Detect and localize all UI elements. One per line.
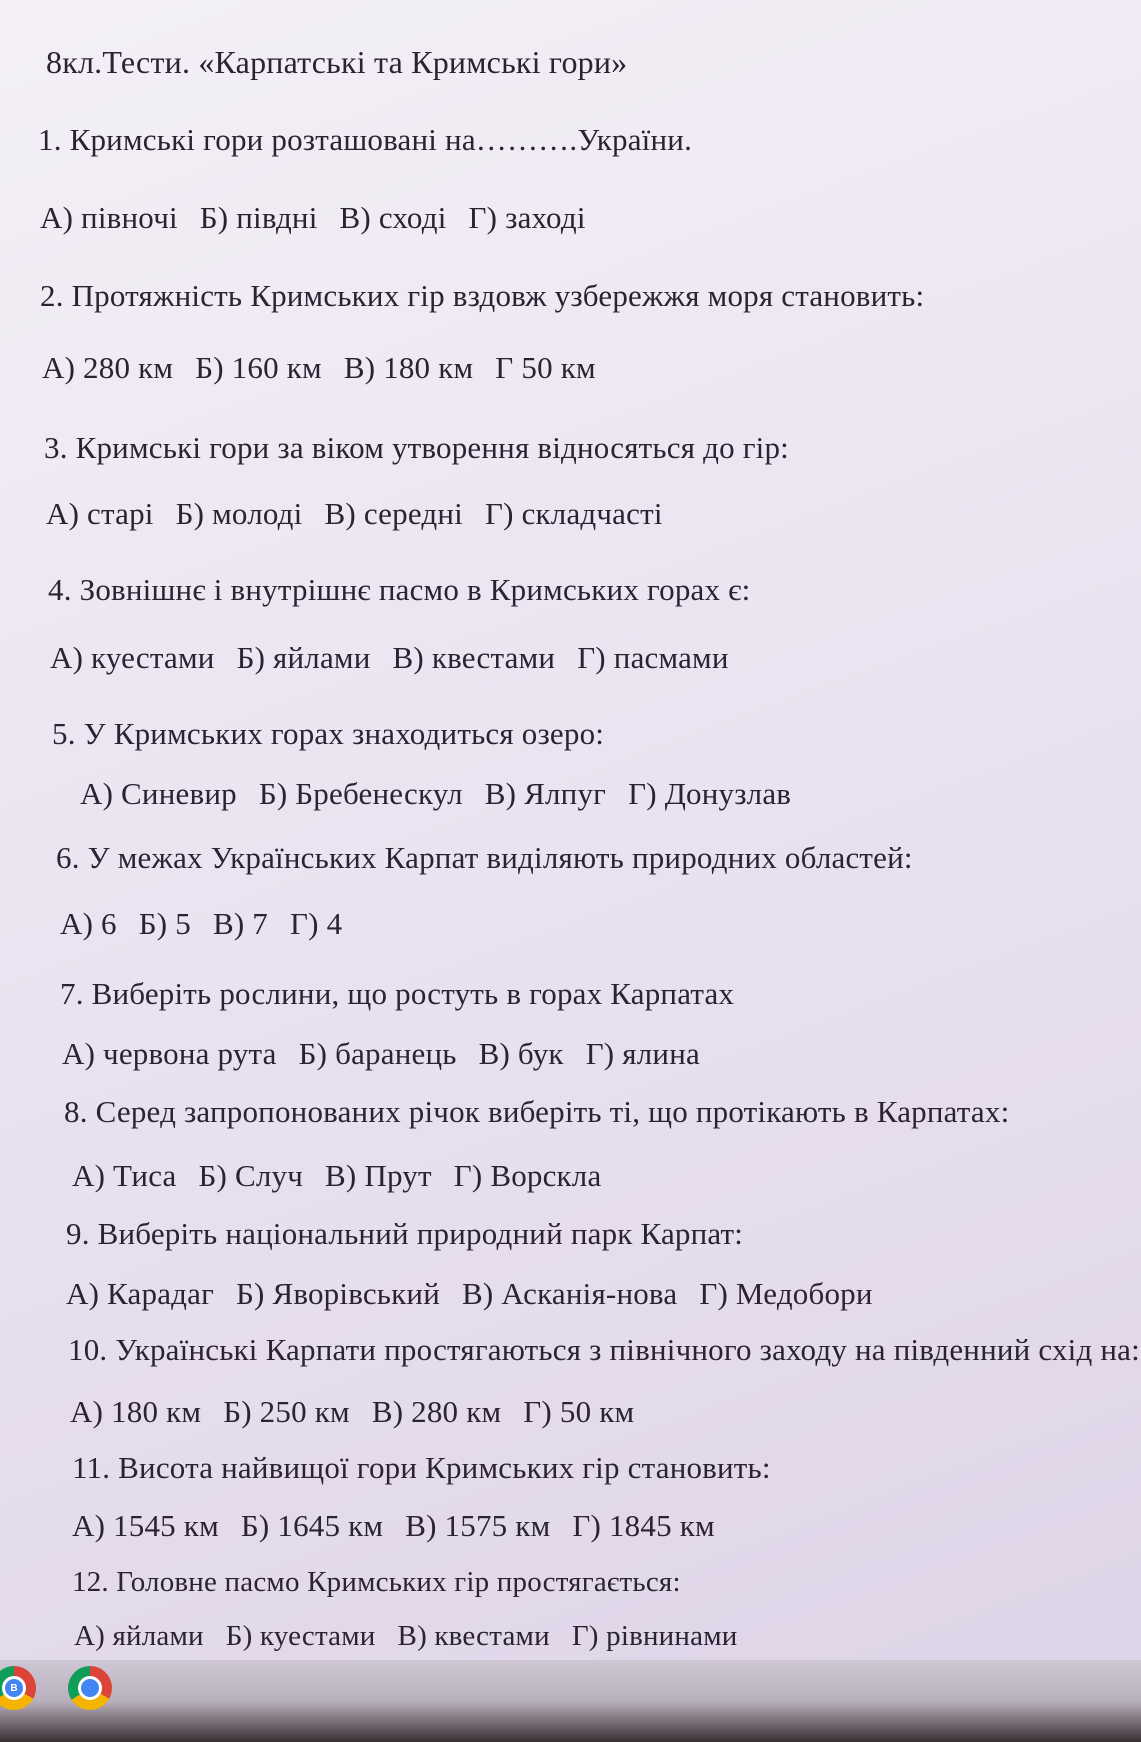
option-2b: Б) 160 км xyxy=(195,350,322,385)
document-title: 8кл.Тести. «Карпатські та Кримські гори» xyxy=(46,44,628,80)
option-1c: В) сході xyxy=(339,200,447,235)
option-3b: Б) молоді xyxy=(175,496,303,531)
question-2: 2. Протяжність Кримських гір вздовж узбережжя моря становить: xyxy=(40,278,925,313)
option-2d: Г 50 км xyxy=(495,350,596,385)
option-7a: А) червона рута xyxy=(62,1036,277,1071)
option-1b: Б) півдні xyxy=(199,200,318,235)
option-12c: В) квестами xyxy=(397,1620,550,1652)
browser-icon-2[interactable] xyxy=(68,1666,112,1710)
options-2 xyxy=(42,350,618,386)
browser-center-icon xyxy=(78,1676,102,1700)
option-7d: Г) ялина xyxy=(585,1036,700,1071)
question-6: 6. У межах Українських Карпат виділяють природних областей: xyxy=(56,840,913,875)
question-4: 4. Зовнішнє і внутрішнє пасмо в Кримських горах є: xyxy=(48,572,751,607)
options-6 xyxy=(60,906,364,942)
option-3a: А) старі xyxy=(46,496,154,531)
option-9a: А) Карадаг xyxy=(66,1276,214,1311)
options-12 xyxy=(74,1620,759,1653)
option-9d: Г) Медобори xyxy=(699,1276,873,1311)
options-4 xyxy=(50,640,751,676)
question-10: 10. Українські Карпати простягаються з північного заходу на південний схід на: xyxy=(68,1332,1140,1367)
option-8b: Б) Случ xyxy=(198,1158,304,1193)
option-9c: В) Асканія-нова xyxy=(461,1276,678,1311)
option-3c: В) середні xyxy=(324,496,463,531)
option-1a: А) півночі xyxy=(40,200,178,235)
question-11: 11. Висота найвищої гори Кримських гір становить: xyxy=(72,1450,771,1485)
option-4d: Г) пасмами xyxy=(577,640,729,675)
question-5: 5. У Кримських горах знаходиться озеро: xyxy=(52,716,605,751)
option-6a: А) 6 xyxy=(60,906,117,941)
option-6d: Г) 4 xyxy=(290,906,343,941)
question-3: 3. Кримські гори за віком утворення відносяться до гір: xyxy=(44,430,789,465)
option-8c: В) Прут xyxy=(325,1158,432,1193)
taskbar xyxy=(0,1660,1141,1742)
question-8: 8. Серед запропонованих річок виберіть ті, що протікають в Карпатах: xyxy=(64,1094,1010,1129)
option-10a: А) 180 км xyxy=(70,1394,202,1429)
option-4b: Б) яйлами xyxy=(236,640,371,675)
option-2a: А) 280 км xyxy=(42,350,174,385)
option-2c: В) 180 км xyxy=(343,350,474,385)
question-7: 7. Виберіть рослини, що ростуть в горах Карпатах xyxy=(60,976,735,1011)
option-5c: В) Ялпуг xyxy=(484,776,607,811)
option-4c: В) квестами xyxy=(392,640,556,675)
option-6b: Б) 5 xyxy=(138,906,191,941)
question-9: 9. Виберіть національний природний парк Карпат: xyxy=(66,1216,744,1251)
options-7 xyxy=(62,1036,722,1072)
profile-badge: B xyxy=(2,1676,26,1700)
option-8d: Г) Ворскла xyxy=(453,1158,602,1193)
options-5 xyxy=(80,776,813,812)
options-8 xyxy=(72,1158,623,1194)
option-12d: Г) рівнинами xyxy=(571,1620,738,1652)
options-1 xyxy=(40,200,608,236)
option-7c: В) бук xyxy=(478,1036,564,1071)
option-12b: Б) куестами xyxy=(225,1620,376,1652)
option-8a: А) Тиса xyxy=(72,1158,177,1193)
option-4a: А) куестами xyxy=(50,640,215,675)
option-5b: Б) Бребенескул xyxy=(258,776,463,811)
option-11c: В) 1575 км xyxy=(405,1508,551,1543)
option-5d: Г) Донузлав xyxy=(628,776,792,811)
option-9b: Б) Яворівський xyxy=(236,1276,440,1311)
option-10b: Б) 250 км xyxy=(223,1394,350,1429)
option-6c: В) 7 xyxy=(212,906,269,941)
option-12a: А) яйлами xyxy=(74,1620,204,1652)
option-11b: Б) 1645 км xyxy=(240,1508,384,1543)
question-12: 12. Головне пасмо Кримських гір простягається: xyxy=(72,1566,681,1598)
option-10c: В) 280 км xyxy=(371,1394,502,1429)
option-3d: Г) складчасті xyxy=(484,496,663,531)
options-10 xyxy=(70,1394,656,1430)
options-11 xyxy=(72,1508,737,1544)
option-11a: А) 1545 км xyxy=(72,1508,219,1543)
option-11d: Г) 1845 км xyxy=(572,1508,715,1543)
option-7b: Б) баранець xyxy=(298,1036,457,1071)
options-9 xyxy=(66,1276,895,1312)
option-1d: Г) заході xyxy=(468,200,586,235)
options-3 xyxy=(46,496,685,532)
question-1: 1. Кримські гори розташовані на……….України. xyxy=(38,122,693,157)
option-10d: Г) 50 км xyxy=(523,1394,635,1429)
option-5a: А) Синевир xyxy=(80,776,237,811)
